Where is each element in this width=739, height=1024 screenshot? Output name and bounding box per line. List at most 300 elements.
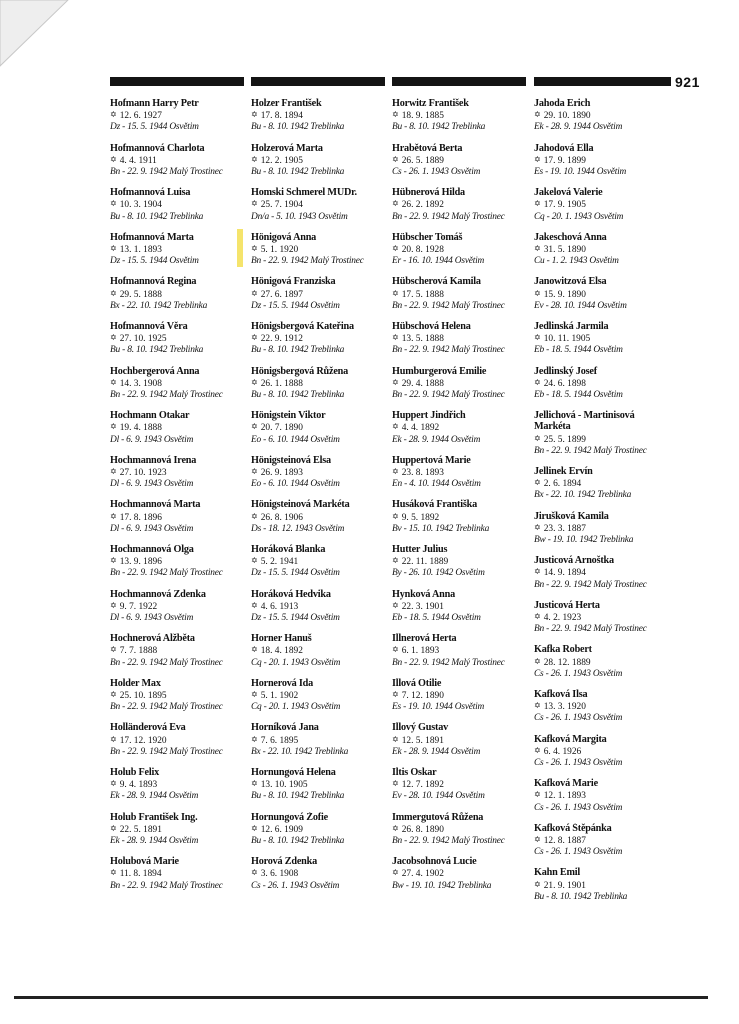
entry-transport: Bn - 22. 9. 1942 Malý Trostinec	[392, 389, 505, 400]
entry-transport: Dz - 15. 5. 1944 Osvětim	[251, 300, 340, 311]
entry-transport: Cs - 26. 1. 1943 Osvětim	[534, 847, 623, 858]
entry-birth-date	[110, 332, 260, 345]
star-of-david-icon: ✡	[534, 243, 541, 253]
entry-transport: Cs - 26. 1. 1943 Osvětim	[534, 668, 623, 679]
entry-birth-date	[251, 466, 401, 479]
entry-name: Horáková Hedvika	[251, 588, 331, 600]
birth-date-value: 13. 10. 1905	[260, 780, 308, 791]
entry-name: Kafková Ilsa	[534, 688, 588, 700]
entry-transport: Bu - 8. 10. 1942 Treblinka	[251, 791, 345, 802]
entry-transport: Dz - 15. 5. 1944 Osvětim	[110, 122, 199, 133]
register-entry	[534, 466, 684, 511]
entry-name: Iltis Oskar	[392, 766, 437, 778]
entry-transport: Bn - 22. 9. 1942 Malý Trostinec	[110, 389, 223, 400]
star-of-david-icon: ✡	[251, 689, 258, 699]
entry-transport: Bx - 22. 10. 1942 Treblinka	[110, 300, 208, 311]
birth-date-value: 4. 2. 1923	[543, 612, 582, 623]
entry-birth-date	[110, 778, 260, 791]
birth-date-value: 22. 11. 1889	[401, 557, 449, 568]
star-of-david-icon: ✡	[110, 199, 117, 209]
entry-birth-date	[392, 154, 542, 167]
entry-name: Justicová Herta	[534, 599, 600, 611]
entry-transport: Cq - 20. 1. 1943 Osvětim	[251, 702, 341, 713]
birth-date-value: 6. 4. 1926	[543, 746, 582, 757]
birth-date-value: 31. 5. 1890	[543, 244, 586, 255]
entry-transport: Bn - 22. 9. 1942 Malý Trostinec	[110, 746, 223, 757]
star-of-david-icon: ✡	[110, 556, 117, 566]
birth-date-value: 4. 6. 1913	[260, 601, 299, 612]
register-entry	[392, 276, 542, 321]
birth-date-value: 26. 9. 1893	[260, 467, 303, 478]
register-entry	[534, 600, 684, 645]
register-entry	[251, 856, 401, 901]
entry-name: Jellichová - Martinisová	[534, 410, 635, 422]
birth-date-value: 23. 3. 1887	[543, 523, 586, 534]
star-of-david-icon: ✡	[534, 567, 541, 577]
register-entry	[110, 812, 260, 857]
star-of-david-icon: ✡	[110, 110, 117, 120]
birth-date-value: 10. 3. 1904	[119, 200, 162, 211]
entry-transport: Bn - 22. 9. 1942 Malý Trostinec	[392, 211, 505, 222]
entry-birth-date	[251, 377, 401, 390]
star-of-david-icon: ✡	[110, 779, 117, 789]
birth-date-value: 12. 7. 1892	[401, 780, 444, 791]
star-of-david-icon: ✡	[251, 110, 258, 120]
star-of-david-icon: ✡	[392, 511, 399, 521]
birth-date-value: 12. 1. 1893	[543, 791, 586, 802]
entry-transport: Cq - 20. 1. 1943 Osvětim	[251, 657, 341, 668]
entry-name: Holländerová Eva	[110, 722, 186, 734]
birth-date-value: 13. 5. 1888	[401, 334, 444, 345]
birth-date-value: 12. 6. 1927	[119, 111, 162, 122]
star-of-david-icon: ✡	[534, 433, 541, 443]
entry-name: Hofmann Harry Petr	[110, 98, 199, 109]
star-of-david-icon: ✡	[392, 422, 399, 432]
register-entry	[110, 589, 260, 634]
entry-name: Justicová Arnoštka	[534, 555, 614, 567]
register-entry	[534, 143, 684, 188]
entry-birth-date	[392, 689, 542, 702]
register-entry	[110, 143, 260, 188]
entry-birth-date	[534, 477, 684, 490]
entry-birth-date	[534, 789, 684, 802]
entry-birth-date	[534, 332, 684, 345]
header-bar-4	[534, 77, 671, 86]
star-of-david-icon: ✡	[251, 868, 258, 878]
birth-date-value: 7. 7. 1888	[119, 646, 158, 657]
column-1	[110, 98, 260, 901]
star-of-david-icon: ✡	[251, 823, 258, 833]
entry-transport: Ek - 28. 9. 1944 Osvětim	[110, 835, 199, 846]
entry-transport: Es - 19. 10. 1944 Osvětim	[534, 167, 627, 177]
register-entry	[251, 321, 401, 366]
entry-name: Hornerová Ida	[251, 677, 314, 689]
star-of-david-icon: ✡	[110, 333, 117, 343]
register-entry	[392, 812, 542, 857]
entry-name: Holub Felix	[110, 766, 160, 778]
star-of-david-icon: ✡	[534, 790, 541, 800]
entry-birth-date	[392, 823, 542, 836]
birth-date-value: 17. 12. 1920	[119, 735, 167, 746]
star-of-david-icon: ✡	[251, 333, 258, 343]
entry-transport: Bw - 19. 10. 1942 Treblinka	[392, 880, 492, 891]
birth-date-value: 12. 5. 1891	[401, 735, 444, 746]
column-4	[534, 98, 684, 912]
birth-date-value: 21. 9. 1901	[543, 880, 586, 891]
entry-name: Hofmannová Luisa	[110, 187, 191, 199]
entry-transport: Bv - 15. 10. 1942 Treblinka	[392, 523, 490, 534]
star-of-david-icon: ✡	[251, 288, 258, 298]
entry-name: Hofmannová Věra	[110, 320, 188, 332]
register-entry	[110, 633, 260, 678]
entry-name: Hochnerová Alžběta	[110, 633, 195, 645]
entry-transport: Cq - 20. 1. 1943 Osvětim	[534, 211, 624, 222]
entry-transport: Bn - 22. 9. 1942 Malý Trostinec	[392, 657, 505, 668]
birth-date-value: 23. 8. 1893	[401, 467, 444, 478]
birth-date-value: 24. 6. 1898	[543, 378, 586, 389]
register-entry	[392, 633, 542, 678]
header-bar-3	[392, 77, 526, 86]
star-of-david-icon: ✡	[392, 779, 399, 789]
entry-birth-date	[392, 288, 542, 301]
entry-transport: Eb - 18. 5. 1944 Osvětim	[534, 389, 623, 400]
register-entry	[392, 678, 542, 723]
entry-name: Hornungová Helena	[251, 766, 336, 778]
birth-date-value: 26. 5. 1889	[401, 155, 444, 166]
entry-transport: Bn - 22. 9. 1942 Malý Trostinec	[392, 345, 505, 356]
entry-birth-date	[392, 466, 542, 479]
entry-transport: Bu - 8. 10. 1942 Treblinka	[251, 345, 345, 356]
entry-transport: Cu - 1. 2. 1943 Osvětim	[534, 256, 619, 267]
entry-birth-date	[392, 377, 542, 390]
register-entry	[251, 410, 401, 455]
entry-transport: Bu - 8. 10. 1942 Treblinka	[251, 389, 345, 400]
header-bar-1	[110, 77, 244, 86]
entry-transport: Dl - 6. 9. 1943 Osvětim	[110, 434, 194, 445]
star-of-david-icon: ✡	[251, 600, 258, 610]
entry-birth-date	[251, 198, 401, 211]
entry-birth-date	[110, 154, 260, 167]
column-2	[251, 98, 401, 901]
entry-transport: Dn/a - 5. 10. 1943 Osvětim	[251, 211, 348, 222]
entry-birth-date	[251, 511, 401, 524]
entry-name: Hochmannová Irena	[110, 454, 197, 466]
register-entry	[251, 366, 401, 411]
birth-date-value: 14. 9. 1894	[543, 568, 586, 579]
entry-birth-date	[392, 644, 542, 657]
birth-date-value: 9. 7. 1922	[119, 601, 158, 612]
entry-birth-date	[534, 745, 684, 758]
register-entry	[534, 555, 684, 600]
register-entry	[392, 767, 542, 812]
entry-birth-date	[534, 656, 684, 669]
star-of-david-icon: ✡	[110, 689, 117, 699]
entry-birth-date	[251, 823, 401, 836]
entry-birth-date	[392, 332, 542, 345]
entry-name: Jedlinská Jarmila	[534, 320, 609, 332]
entry-name: Horová Zdenka	[251, 856, 317, 868]
entry-birth-date	[251, 555, 401, 568]
entry-transport: Es - 19. 10. 1944 Osvětim	[392, 702, 485, 713]
entry-name: Huppert Jindřich	[392, 410, 466, 422]
entry-name: Jakeschová Anna	[534, 231, 607, 243]
entry-name: Illnerová Herta	[392, 633, 457, 645]
entry-transport: Eo - 6. 10. 1944 Osvětim	[251, 479, 340, 490]
entry-birth-date	[110, 243, 260, 256]
birth-date-value: 12. 8. 1887	[543, 835, 586, 846]
entry-name: Husáková Františka	[392, 499, 477, 511]
entry-birth-date	[534, 198, 684, 211]
entry-transport: Cs - 26. 1. 1943 Osvětim	[251, 880, 340, 891]
entry-name: Holzer František	[251, 98, 322, 109]
entry-name: Hrabětová Berta	[392, 142, 463, 154]
star-of-david-icon: ✡	[534, 656, 541, 666]
entry-birth-date	[534, 522, 684, 535]
birth-date-value: 12. 6. 1909	[260, 824, 303, 835]
star-of-david-icon: ✡	[110, 868, 117, 878]
star-of-david-icon: ✡	[251, 199, 258, 209]
entry-name: Kahn Emil	[534, 867, 581, 879]
entry-birth-date	[251, 109, 401, 122]
register-entry	[110, 321, 260, 366]
birth-date-value: 7. 12. 1890	[401, 690, 444, 701]
entry-birth-date	[392, 867, 542, 880]
register-entry	[110, 366, 260, 411]
entry-name: Hutter Julius	[392, 543, 448, 555]
birth-date-value: 2. 6. 1894	[543, 479, 582, 490]
entry-birth-date	[534, 243, 684, 256]
star-of-david-icon: ✡	[110, 154, 117, 164]
entry-birth-date	[110, 511, 260, 524]
register-entry	[110, 722, 260, 767]
entry-name: Hofmannová Marta	[110, 231, 194, 243]
entry-transport: Eb - 18. 5. 1944 Osvětim	[392, 612, 481, 623]
entry-transport: Bn - 22. 9. 1942 Malý Trostinec	[110, 880, 223, 891]
register-entry	[251, 276, 401, 321]
column-3	[392, 98, 542, 901]
star-of-david-icon: ✡	[251, 779, 258, 789]
entry-name: Hönigsbergová Kateřina	[251, 320, 354, 332]
entry-transport: Bu - 8. 10. 1942 Treblinka	[251, 122, 345, 133]
entry-name: Horner Hanuš	[251, 633, 312, 645]
entry-birth-date	[534, 377, 684, 390]
entry-name: Jedlinský Josef	[534, 365, 597, 377]
star-of-david-icon: ✡	[392, 199, 399, 209]
entry-birth-date	[251, 243, 401, 256]
register-entry	[110, 232, 260, 277]
entry-transport: Bn - 22. 9. 1942 Malý Trostinec	[251, 256, 364, 267]
birth-date-value: 17. 9. 1899	[543, 155, 586, 166]
entry-birth-date	[534, 566, 684, 579]
register-entry	[110, 276, 260, 321]
entry-transport: Bu - 8. 10. 1942 Treblinka	[534, 891, 628, 902]
birth-date-value: 20. 7. 1890	[260, 423, 303, 434]
entry-name: Jahodová Ella	[534, 142, 594, 154]
entry-transport: By - 26. 10. 1942 Osvětim	[392, 568, 485, 579]
entry-name-continued: Markéta	[534, 421, 571, 433]
star-of-david-icon: ✡	[251, 243, 258, 253]
star-of-david-icon: ✡	[110, 377, 117, 387]
entry-transport: Bn - 22. 9. 1942 Malý Trostinec	[534, 579, 647, 590]
entry-birth-date	[110, 734, 260, 747]
star-of-david-icon: ✡	[392, 600, 399, 610]
register-entry	[534, 778, 684, 823]
entry-birth-date	[392, 198, 542, 211]
entry-transport: Bn - 22. 9. 1942 Malý Trostinec	[110, 657, 223, 668]
entry-name: Jellinek Ervín	[534, 465, 593, 477]
entry-birth-date	[534, 154, 684, 167]
register-entry	[110, 98, 260, 143]
star-of-david-icon: ✡	[392, 243, 399, 253]
star-of-david-icon: ✡	[534, 745, 541, 755]
entry-birth-date	[251, 288, 401, 301]
entry-transport: Eo - 6. 10. 1944 Osvětim	[251, 434, 340, 445]
register-entry	[534, 232, 684, 277]
birth-date-value: 6. 1. 1893	[401, 646, 440, 657]
birth-date-value: 25. 7. 1904	[260, 200, 303, 211]
birth-date-value: 3. 6. 1908	[260, 869, 299, 880]
star-of-david-icon: ✡	[534, 288, 541, 298]
entry-birth-date	[110, 823, 260, 836]
entry-birth-date	[392, 109, 542, 122]
entry-name: Horwitz František	[392, 98, 469, 109]
entry-birth-date	[110, 109, 260, 122]
birth-date-value: 22. 9. 1912	[260, 334, 303, 345]
entry-birth-date	[251, 689, 401, 702]
birth-date-value: 25. 10. 1895	[119, 690, 167, 701]
star-of-david-icon: ✡	[251, 556, 258, 566]
entry-birth-date	[392, 555, 542, 568]
register-entry	[110, 187, 260, 232]
entry-name: Hochmannová Marta	[110, 499, 201, 511]
entry-transport: Dl - 6. 9. 1943 Osvětim	[110, 612, 194, 623]
birth-date-value: 27. 4. 1902	[401, 869, 444, 880]
birth-date-value: 15. 9. 1890	[543, 289, 586, 300]
register-entry	[534, 321, 684, 366]
entry-name: Hönigsteinová Elsa	[251, 454, 331, 466]
star-of-david-icon: ✡	[251, 377, 258, 387]
register-entry	[251, 722, 401, 767]
entry-transport: Bu - 8. 10. 1942 Treblinka	[392, 122, 486, 133]
star-of-david-icon: ✡	[392, 154, 399, 164]
entry-birth-date	[251, 600, 401, 613]
register-entry	[392, 187, 542, 232]
star-of-david-icon: ✡	[110, 243, 117, 253]
entry-name: Hofmannová Regina	[110, 276, 197, 288]
register-entry	[251, 143, 401, 188]
register-entry	[251, 98, 401, 143]
birth-date-value: 29. 10. 1890	[543, 111, 591, 122]
entry-transport: Dz - 15. 5. 1944 Osvětim	[110, 256, 199, 267]
entry-name: Hochmannová Olga	[110, 543, 194, 555]
birth-date-value: 28. 12. 1889	[543, 657, 591, 668]
entry-birth-date	[534, 611, 684, 624]
register-entry	[251, 499, 401, 544]
register-entry	[534, 276, 684, 321]
entry-name: Hochmannová Zdenka	[110, 588, 206, 600]
entry-birth-date	[110, 377, 260, 390]
star-of-david-icon: ✡	[110, 288, 117, 298]
birth-date-value: 17. 5. 1888	[401, 289, 444, 300]
entry-transport: Ek - 28. 9. 1944 Osvětim	[392, 746, 481, 757]
entry-transport: Cs - 26. 1. 1943 Osvětim	[534, 802, 623, 813]
entry-name: Huppertová Marie	[392, 454, 471, 466]
entry-birth-date	[110, 689, 260, 702]
entry-transport: Ek - 28. 9. 1944 Osvětim	[392, 434, 481, 445]
entry-name: Hönigová Anna	[251, 231, 317, 243]
birth-date-value: 10. 11. 1905	[543, 334, 591, 345]
birth-date-value: 22. 3. 1901	[401, 601, 444, 612]
star-of-david-icon: ✡	[534, 701, 541, 711]
register-entry	[251, 812, 401, 857]
entry-transport: Bu - 8. 10. 1942 Treblinka	[110, 345, 204, 356]
register-entry	[534, 734, 684, 779]
register-entry	[392, 722, 542, 767]
register-entry	[392, 856, 542, 901]
entry-name: Homski Schmerel MUDr.	[251, 187, 357, 199]
birth-date-value: 9. 4. 1893	[119, 780, 158, 791]
entry-birth-date	[392, 600, 542, 613]
entry-birth-date	[534, 879, 684, 892]
star-of-david-icon: ✡	[392, 868, 399, 878]
entry-birth-date	[392, 511, 542, 524]
entry-name: Hochbergerová Anna	[110, 365, 200, 377]
entry-birth-date	[251, 644, 401, 657]
register-entry	[251, 633, 401, 678]
entry-name: Jirušková Kamila	[534, 510, 609, 522]
register-entry	[110, 544, 260, 589]
birth-date-value: 4. 4. 1911	[119, 155, 157, 166]
star-of-david-icon: ✡	[251, 466, 258, 476]
header-bar-2	[251, 77, 385, 86]
birth-date-value: 5. 1. 1902	[260, 690, 299, 701]
page-number: 921	[675, 74, 700, 90]
entry-name: Holder Max	[110, 677, 161, 689]
birth-date-value: 12. 2. 1905	[260, 155, 303, 166]
star-of-david-icon: ✡	[534, 611, 541, 621]
register-entry	[392, 589, 542, 634]
entry-birth-date	[534, 433, 684, 446]
star-of-david-icon: ✡	[534, 110, 541, 120]
entry-name: Hönigsbergová Růžena	[251, 365, 349, 377]
register-entry	[534, 511, 684, 556]
star-of-david-icon: ✡	[392, 110, 399, 120]
star-of-david-icon: ✡	[534, 478, 541, 488]
star-of-david-icon: ✡	[110, 422, 117, 432]
birth-date-value: 5. 1. 1920	[260, 244, 299, 255]
birth-date-value: 26. 8. 1890	[401, 824, 444, 835]
entry-birth-date	[110, 644, 260, 657]
entry-transport: Ds - 18. 12. 1943 Osvětim	[251, 523, 345, 534]
birth-date-value: 26. 1. 1888	[260, 378, 303, 389]
entry-birth-date	[110, 466, 260, 479]
register-entry	[534, 187, 684, 232]
star-of-david-icon: ✡	[392, 556, 399, 566]
birth-date-value: 17. 8. 1894	[260, 111, 303, 122]
entry-birth-date	[534, 109, 684, 122]
entry-birth-date	[534, 288, 684, 301]
entry-name: Hofmannová Charlota	[110, 142, 205, 154]
entry-name: Hönigstein Viktor	[251, 410, 326, 422]
entry-transport: Ek - 28. 9. 1944 Osvětim	[534, 122, 623, 133]
register-entry	[392, 366, 542, 411]
entry-transport: Ek - 28. 9. 1944 Osvětim	[110, 791, 199, 802]
entry-name: Hönigsteinová Markéta	[251, 499, 350, 511]
register-entry	[251, 767, 401, 812]
entry-name: Kafka Robert	[534, 644, 592, 656]
entry-transport: Bn - 22. 9. 1942 Malý Trostinec	[392, 835, 505, 846]
register-entry	[534, 867, 684, 912]
